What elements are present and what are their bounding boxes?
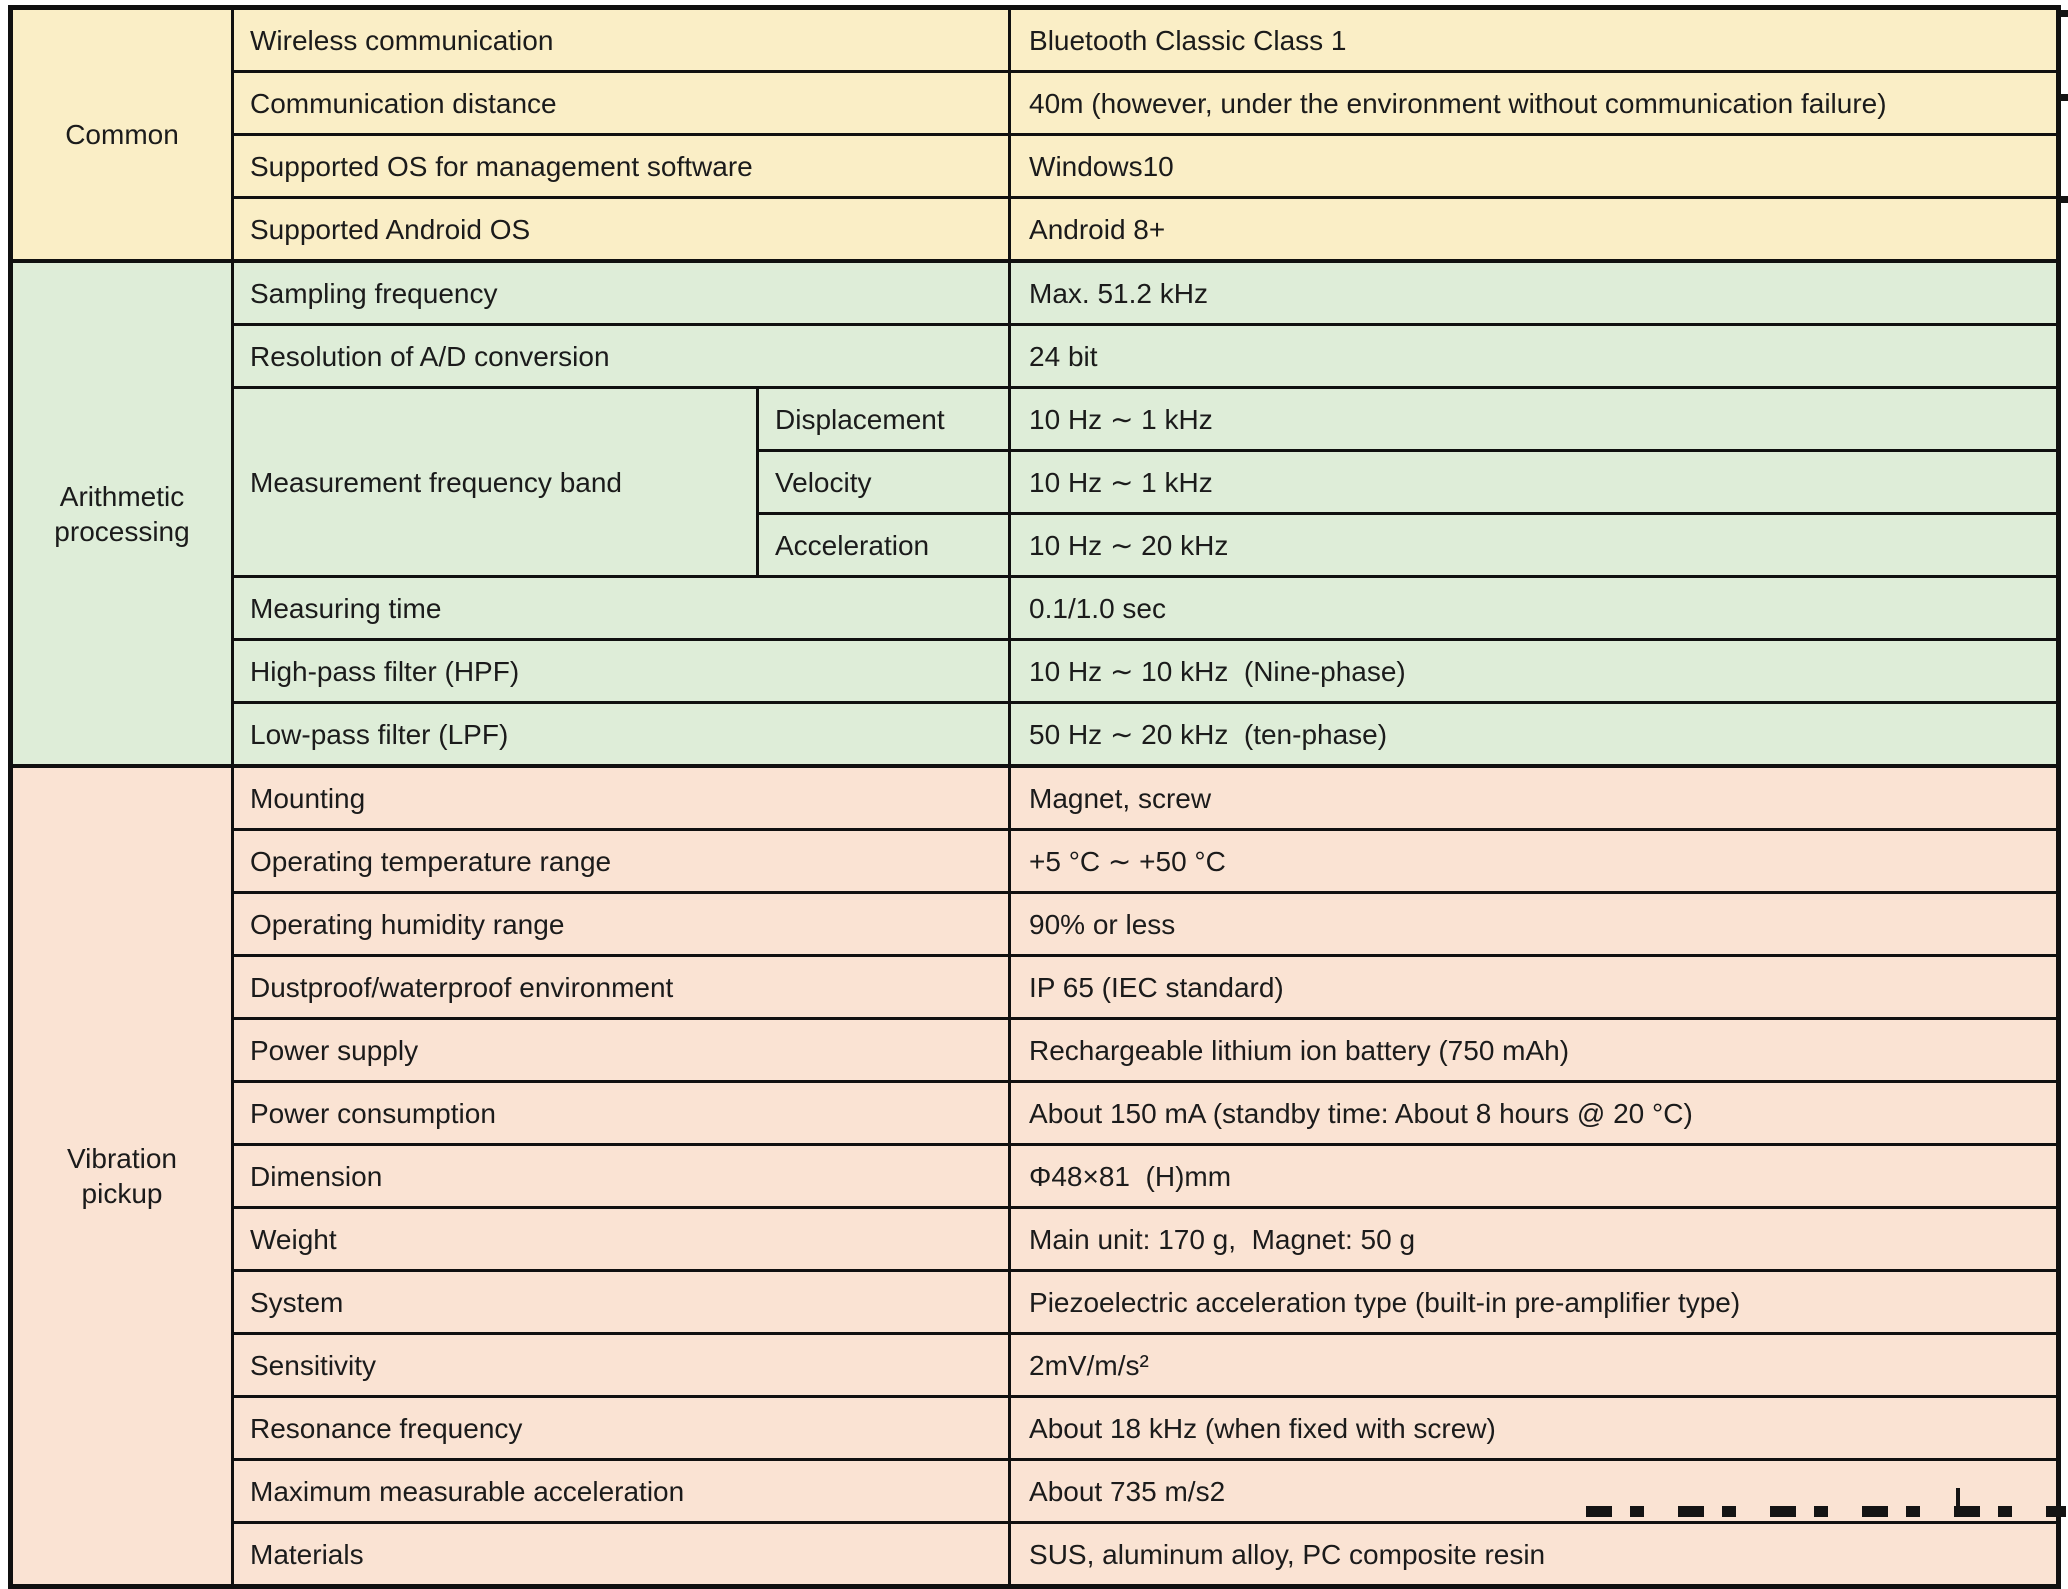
property-cell: Low-pass filter (LPF) — [233, 703, 1010, 767]
value-cell: Windows10 — [1010, 135, 2059, 198]
value-cell: 10 Hz ∼ 10 kHz (Nine-phase) — [1010, 640, 2059, 703]
value-cell: Max. 51.2 kHz — [1010, 261, 2059, 325]
section-label-vibration-pickup: Vibration pickup — [11, 766, 233, 1587]
value-cell: IP 65 (IEC standard) — [1010, 956, 2059, 1019]
property-cell: Measuring time — [233, 577, 1010, 640]
value-cell: 10 Hz ∼ 20 kHz — [1010, 514, 2059, 577]
table-row — [11, 1019, 2059, 1082]
cropped-edge-mark — [1956, 1488, 1960, 1506]
value-cell: Rechargeable lithium ion battery (750 mAh) — [1010, 1019, 2059, 1082]
value-cell: 50 Hz ∼ 20 kHz (ten-phase) — [1010, 703, 2059, 767]
value-cell: 0.1/1.0 sec — [1010, 577, 2059, 640]
section-label-common: Common — [11, 8, 233, 262]
subproperty-cell: Displacement — [758, 388, 1010, 451]
property-cell: Supported Android OS — [233, 198, 1010, 262]
table-row — [11, 198, 2059, 262]
value-cell: 40m (however, under the environment without communication failure) — [1010, 72, 2059, 135]
property-cell: Power supply — [233, 1019, 1010, 1082]
cropped-edge-mark — [2060, 94, 2068, 101]
table-row — [11, 1271, 2059, 1334]
value-cell: 90% or less — [1010, 893, 2059, 956]
table-row — [11, 8, 2059, 72]
table-row — [11, 893, 2059, 956]
table-row — [11, 956, 2059, 1019]
table-row — [11, 1523, 2059, 1587]
table-row — [11, 1397, 2059, 1460]
value-cell: 24 bit — [1010, 325, 2059, 388]
value-cell: Android 8+ — [1010, 198, 2059, 262]
property-cell: Maximum measurable acceleration — [233, 1460, 1010, 1523]
value-cell: Φ48×81 (H)mm — [1010, 1145, 2059, 1208]
property-cell: Communication distance — [233, 72, 1010, 135]
value-cell: 10 Hz ∼ 1 kHz — [1010, 388, 2059, 451]
value-cell: Main unit: 170 g, Magnet: 50 g — [1010, 1208, 2059, 1271]
table-row — [11, 1082, 2059, 1145]
property-cell: Mounting — [233, 766, 1010, 830]
value-cell: About 735 m/s2 — [1010, 1460, 2059, 1523]
property-cell: Weight — [233, 1208, 1010, 1271]
value-cell: Bluetooth Classic Class 1 — [1010, 8, 2059, 72]
value-cell: About 150 mA (standby time: About 8 hours @ 20 °C) — [1010, 1082, 2059, 1145]
table-row — [11, 1334, 2059, 1397]
value-cell: About 18 kHz (when fixed with screw) — [1010, 1397, 2059, 1460]
property-cell: System — [233, 1271, 1010, 1334]
value-cell: 2mV/m/s² — [1010, 1334, 2059, 1397]
cropped-edge-mark — [2060, 196, 2068, 203]
property-cell: Resonance frequency — [233, 1397, 1010, 1460]
table-row — [11, 830, 2059, 893]
value-cell: Magnet, screw — [1010, 766, 2059, 830]
table-row — [11, 640, 2059, 703]
property-cell: Resolution of A/D conversion — [233, 325, 1010, 388]
table-row — [11, 1208, 2059, 1271]
table-row — [11, 388, 2059, 451]
value-cell: Piezoelectric acceleration type (built-in pre-amplifier type) — [1010, 1271, 2059, 1334]
table-row — [11, 325, 2059, 388]
property-cell: Wireless communication — [233, 8, 1010, 72]
property-cell: Operating temperature range — [233, 830, 1010, 893]
subproperty-cell: Acceleration — [758, 514, 1010, 577]
property-cell: Dustproof/waterproof environment — [233, 956, 1010, 1019]
value-cell: 10 Hz ∼ 1 kHz — [1010, 451, 2059, 514]
table-row — [11, 1145, 2059, 1208]
table-row — [11, 261, 2059, 325]
property-cell: Power consumption — [233, 1082, 1010, 1145]
table-row — [11, 577, 2059, 640]
property-cell: Sensitivity — [233, 1334, 1010, 1397]
property-cell: High-pass filter (HPF) — [233, 640, 1010, 703]
value-cell: SUS, aluminum alloy, PC composite resin — [1010, 1523, 2059, 1587]
property-cell: Sampling frequency — [233, 261, 1010, 325]
cropped-edge-mark — [2060, 10, 2068, 17]
property-cell: Dimension — [233, 1145, 1010, 1208]
property-cell: Materials — [233, 1523, 1010, 1587]
cropped-text-fragments — [1586, 1506, 2066, 1517]
section-label-arithmetic-processing: Arithmetic processing — [11, 261, 233, 766]
table-row — [11, 703, 2059, 767]
property-cell-measurement-frequency-band: Measurement frequency band — [233, 388, 758, 577]
table-row — [11, 135, 2059, 198]
subproperty-cell: Velocity — [758, 451, 1010, 514]
property-cell: Operating humidity range — [233, 893, 1010, 956]
property-cell: Supported OS for management software — [233, 135, 1010, 198]
value-cell: +5 °C ∼ +50 °C — [1010, 830, 2059, 893]
table-row — [11, 766, 2059, 830]
specification-table — [8, 5, 2061, 1589]
table-row — [11, 72, 2059, 135]
